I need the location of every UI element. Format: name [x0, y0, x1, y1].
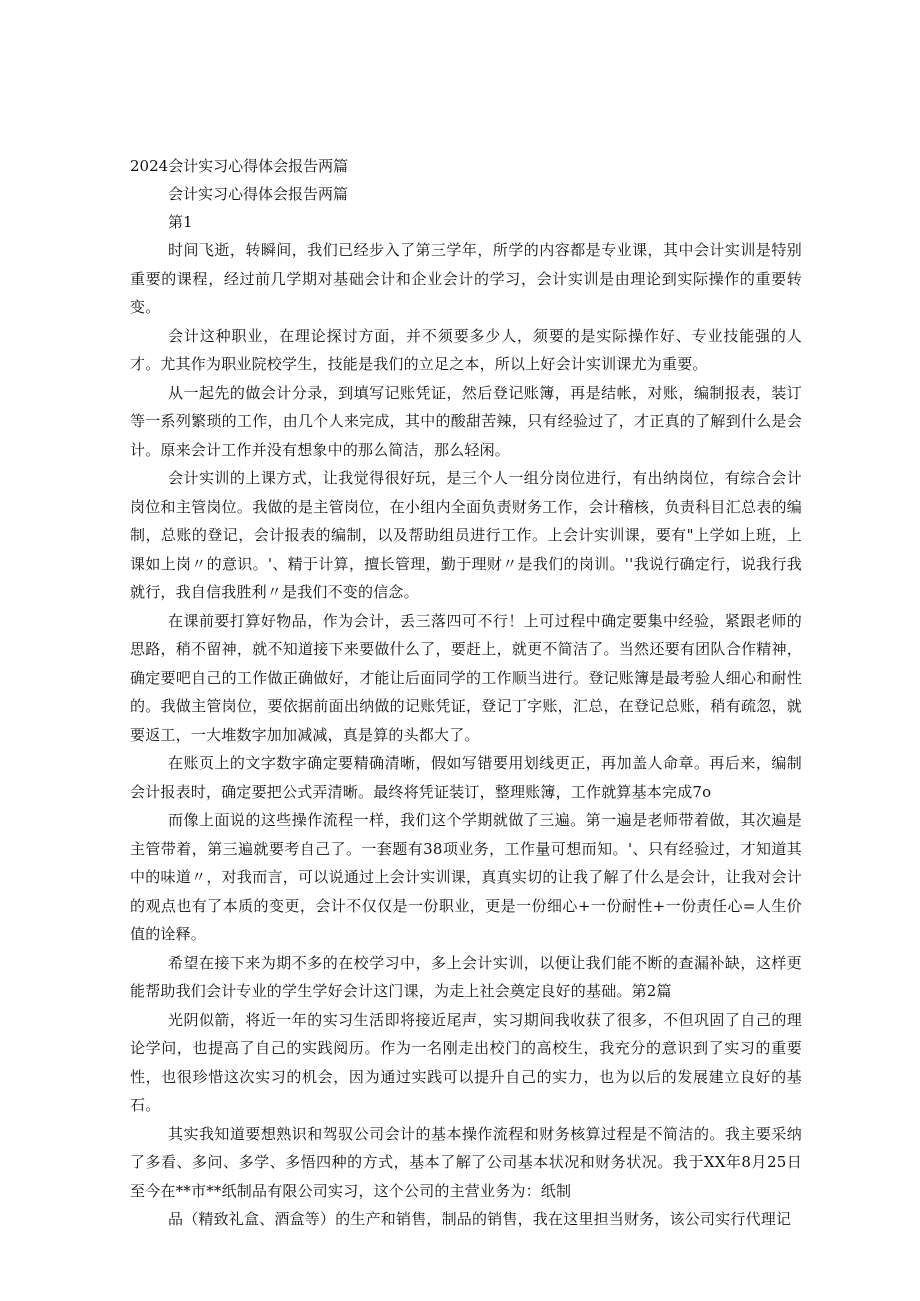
subtitle: 会计实习心得体会报告两篇 [168, 185, 349, 203]
paragraph: 希望在接下来为期不多的在校学习中，多上会计实训，以便让我们能不断的查漏补缺，这样更能帮助我们会计专业的学生学好会计这门课，为走上社会奠定良好的基础。第2篇 [130, 953, 802, 1000]
paragraph: 在账页上的文字数字确定要精确清晰，假如写错要用划线更正，再加盖人命章。再后来，编制会计报表时，确定要把公式弄清晰。最终将凭证装订，整理账簿，工作就算基本完成7o [130, 754, 802, 801]
paragraph: 其实我知道要想熟识和驾驭公司会计的基本操作流程和财务核算过程是不简洁的。我主要采纳了多看、多问、多学、多悟四种的方式，基本了解了公司基本状况和财务状况。我于XX年8月25日至今在**市**纸制品有限公司实习，这个公司的主营业务为：纸制 [130, 1124, 802, 1200]
paragraph: 会计实训的上课方式，让我觉得很好玩，是三个人一组分岗位进行，有出纳岗位，有综合会计岗位和主管岗位。我做的是主管岗位，在小组内全面负责财务工作，会计稽核，负责科目汇总表的编制，总账的登记，会计报表的编制，以及帮助组员进行工作。上会计实训课，要有"上学如上班，上课如上岗〃的意识。'、精于计算，擅长管理，勤于理财〃是我们的岗训。''我说行确定行，说我行我就行，我自信我胜利〃是我们不变的信念。 [130, 469, 802, 601]
paragraph: 光阴似箭，将近一年的实习生活即将接近尾声，实习期间我收获了很多，不但巩固了自己的理论学问，也提高了自己的实践阅历。作为一名刚走出校门的高校生，我充分的意识到了实习的重要性，也很珍惜这次实习的机会，因为通过实践可以提升自己的实力，也为以后的发展建立良好的基石。 [130, 1010, 802, 1114]
section-1-heading: 第1 [168, 213, 193, 231]
paragraph: 而像上面说的这些操作流程一样，我们这个学期就做了三遍。第一遍是老师带着做，其次遍是主管带着，第三遍就要考自己了。一套题有38项业务，工作量可想而知。'、只有经验过，才知道其中的味道〃，对我而言，可以说通过上会计实训课，真真实切的让我了解了什么是会计，让我对会计的观点也有了本质的变更，会计不仅仅是一份职业，更是一份细心+一份耐性+一份责任心=人生价值的诠释。 [130, 811, 802, 943]
paragraph: 品（精致礼盒、酒盒等）的生产和销售，制品的销售，我在这里担当财务，该公司实行代理记 [168, 1210, 792, 1228]
document-page [130, 152, 802, 1234]
paragraph: 时间飞逝，转瞬间，我们已经步入了第三学年，所学的内容都是专业课，其中会计实训是特别重要的课程，经过前几学期对基础会计和企业会计的学习，会计实训是由理论到实际操作的重要转变。 [130, 241, 802, 316]
main-title: 2024会计实习心得体会报告两篇 [130, 157, 349, 175]
paragraph: 在课前要打算好物品，作为会计，丢三落四可不行！上可过程中确定要集中经验，紧跟老师的思路，稍不留神，就不知道接下来要做什么了，要赶上，就更不简洁了。当然还要有团队合作精神，确定要吧自己的工作做正确做好，才能让后面同学的工作顺当进行。登记账簿是最考验人细心和耐性的。我做主管岗位，要依据前面出纳做的记账凭证，登记丁字账，汇总，在登记总账，稍有疏忽，就要返工，一大堆数字加加减减，真是算的头都大了。 [130, 611, 802, 744]
paragraph: 从一起先的做会计分录，到填写记账凭证，然后登记账簿，再是结帐，对账，编制报表，装订等一系列繁琐的工作，由几个人来完成，其中的酸甜苦辣，只有经验过了，才正真的了解到什么是会计。原来会计工作并没有想象中的那么简洁，那么轻闲。 [130, 383, 802, 459]
paragraph: 会计这种职业，在理论探讨方面，并不须要多少人，须要的是实际操作好、专业技能强的人才。尤其作为职业院校学生，技能是我们的立足之本，所以上好会计实训课尤为重要。 [130, 326, 802, 373]
